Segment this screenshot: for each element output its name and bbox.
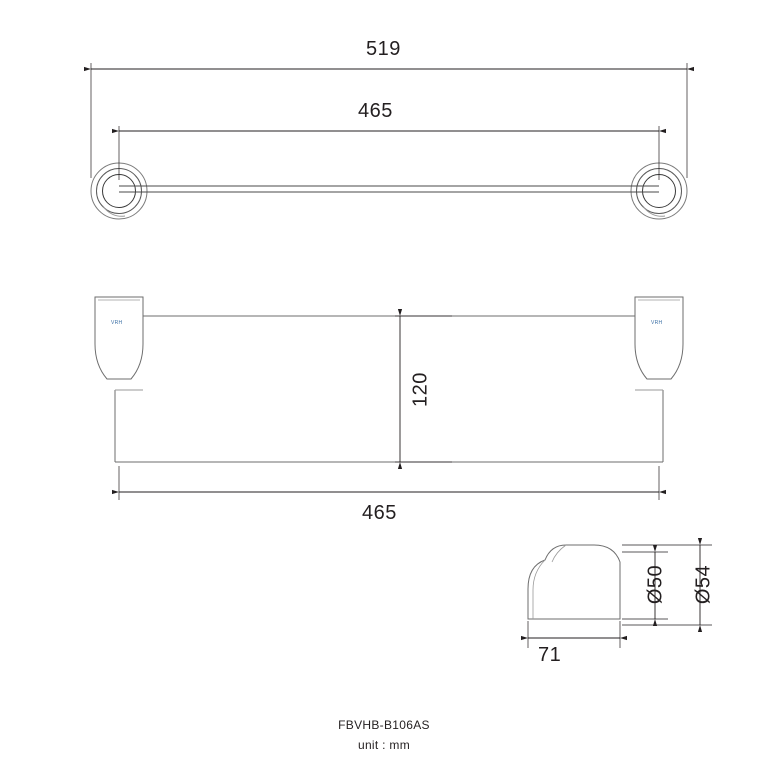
dim-label-shelf-width: 465 xyxy=(362,502,397,524)
dim-label-inner-diameter: Ø50 xyxy=(644,564,667,605)
top-view-group xyxy=(95,297,683,500)
side-view-group xyxy=(528,545,712,648)
front-view-center-extension-lines xyxy=(119,126,659,180)
dim-label-center-to-center: 465 xyxy=(358,100,393,122)
shelf-plate-outline xyxy=(115,316,663,462)
dim-label-depth: 120 xyxy=(409,372,432,407)
dim-label-outer-diameter: Ø54 xyxy=(692,564,715,605)
vrh-logo-left: VRH xyxy=(111,320,123,326)
towel-bar xyxy=(119,186,659,192)
unit-label: unit : mm xyxy=(357,738,411,752)
vrh-logo-right: VRH xyxy=(651,320,663,326)
front-view-group xyxy=(91,63,687,219)
dim-label-base-depth: 71 xyxy=(538,644,562,666)
bracket-side-profile xyxy=(528,545,620,619)
left-bracket-top xyxy=(95,297,143,379)
top-view-width-extension-lines xyxy=(119,466,659,500)
dim-label-overall-width: 519 xyxy=(366,38,401,60)
right-bracket-top xyxy=(635,297,683,379)
model-number-label: FBVHB-B106AS xyxy=(338,718,430,732)
